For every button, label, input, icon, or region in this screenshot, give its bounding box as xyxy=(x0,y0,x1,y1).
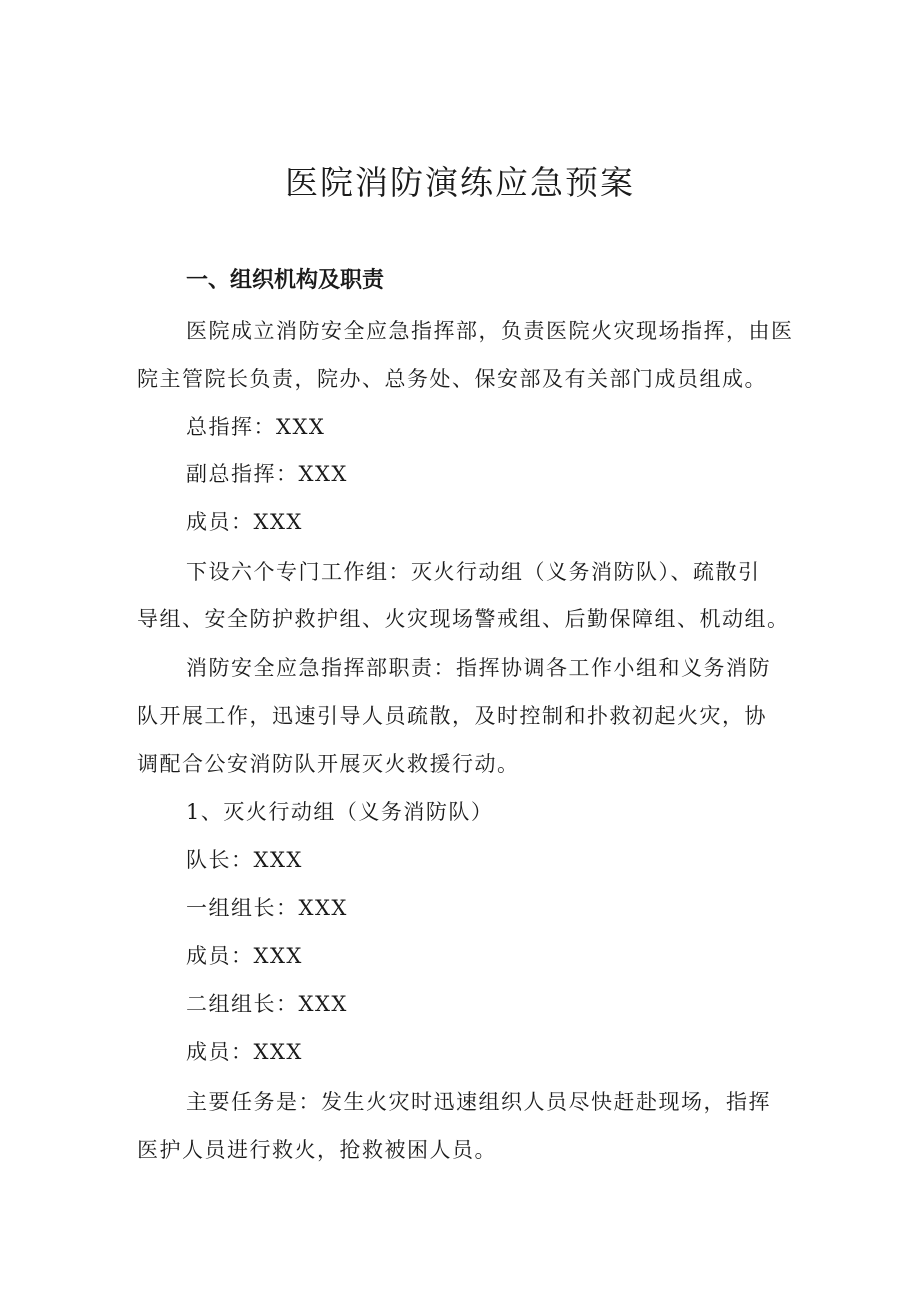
group-one-leader-line: 一组组长：XXX xyxy=(186,896,348,920)
deputy-commander-line: 副总指挥：XXX xyxy=(186,462,348,486)
captain-line: 队长：XXX xyxy=(186,848,303,872)
section-heading: 一、组织机构及职责 xyxy=(186,268,385,293)
group-two-leader-line: 二组组长：XXX xyxy=(186,992,348,1016)
paragraph-line: 下设六个专门工作组：灭火行动组（义务消防队）、疏散引 xyxy=(186,560,761,584)
subsection-heading: 1、灭火行动组（义务消防队） xyxy=(186,800,494,824)
paragraph-line: 调配合公安消防队开展灭火救援行动。 xyxy=(137,752,520,776)
paragraph-line: 医护人员进行救火，抢救被困人员。 xyxy=(137,1138,497,1162)
members-line: 成员：XXX xyxy=(186,944,303,968)
paragraph-line: 导组、安全防护救护组、火灾现场警戒组、后勤保障组、机动组。 xyxy=(137,607,790,631)
paragraph-line: 消防安全应急指挥部职责：指挥协调各工作小组和义务消防 xyxy=(186,656,771,680)
paragraph-line: 主要任务是：发生火灾时迅速组织人员尽快赶赴现场，指挥 xyxy=(186,1090,771,1114)
paragraph-line: 队开展工作，迅速引导人员疏散，及时控制和扑救初起火灾，协 xyxy=(137,704,767,728)
members-line: 成员：XXX xyxy=(186,1040,303,1064)
paragraph-line: 院主管院长负责，院办、总务处、保安部及有关部门成员组成。 xyxy=(137,367,767,391)
commander-line: 总指挥：XXX xyxy=(186,415,326,439)
paragraph-line: 医院成立消防安全应急指挥部，负责医院火灾现场指挥，由医 xyxy=(186,319,794,343)
members-line: 成员：XXX xyxy=(186,510,303,534)
document-title: 医院消防演练应急预案 xyxy=(285,163,635,202)
